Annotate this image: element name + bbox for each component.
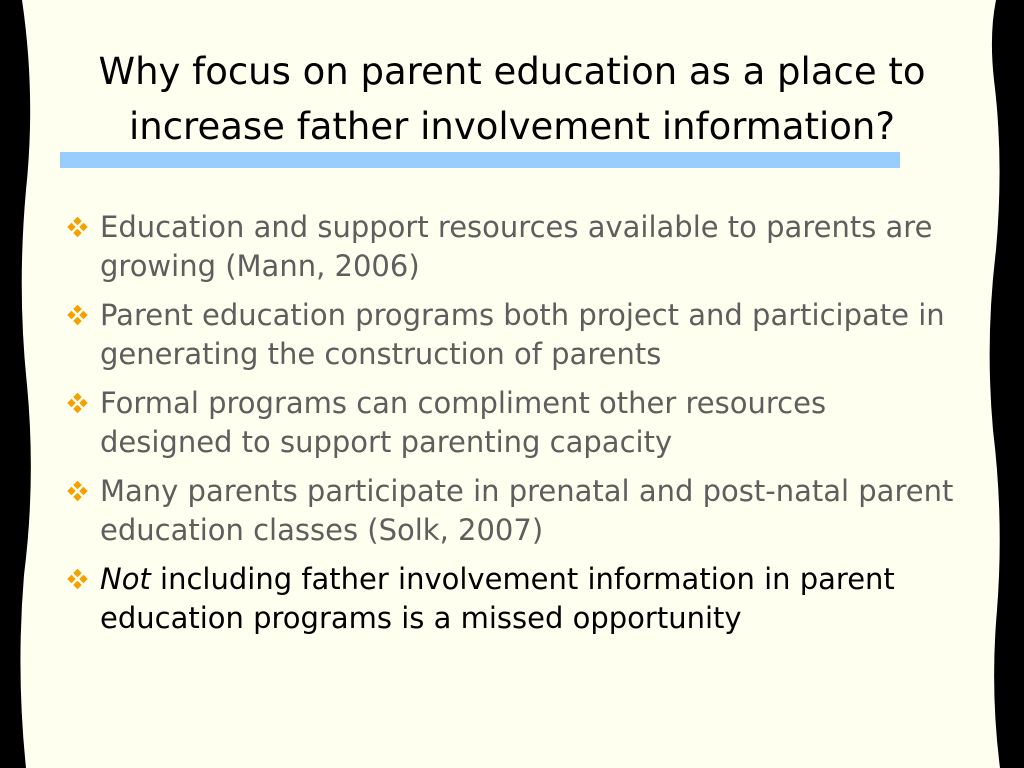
bullet-item-5 bbox=[64, 560, 964, 638]
diamond-bullet-icon bbox=[64, 215, 94, 241]
bullet-text: Many parents participate in prenatal and post-natal parent education classes (Solk, 2007) bbox=[100, 474, 954, 547]
diamond-bullet-icon bbox=[64, 391, 94, 417]
diamond-bullet-icon bbox=[64, 567, 94, 593]
bullet-item-3 bbox=[64, 384, 964, 462]
bullet-item-4 bbox=[64, 472, 964, 550]
bullet-text: Formal programs can compliment other resources designed to support parenting capacity bbox=[100, 386, 827, 459]
bullet-item-1 bbox=[64, 208, 964, 286]
diamond-bullet-icon bbox=[64, 303, 94, 329]
bullet-text: Parent education programs both project and participate in generating the construction of parents bbox=[100, 298, 945, 371]
bullet-emphasis-word: Not bbox=[100, 562, 151, 596]
bullet-item-2 bbox=[64, 296, 964, 374]
diamond-bullet-icon bbox=[64, 479, 94, 505]
bullet-list bbox=[64, 208, 964, 648]
bullet-text: Education and support resources available to parents are growing (Mann, 2006) bbox=[100, 210, 933, 283]
bullet-text: including father involvement information in parent education programs is a missed opportunity bbox=[100, 562, 895, 635]
slide-title: Why focus on parent education as a place to increase father involvement information? bbox=[98, 50, 926, 148]
title-underline-bar bbox=[60, 152, 900, 168]
